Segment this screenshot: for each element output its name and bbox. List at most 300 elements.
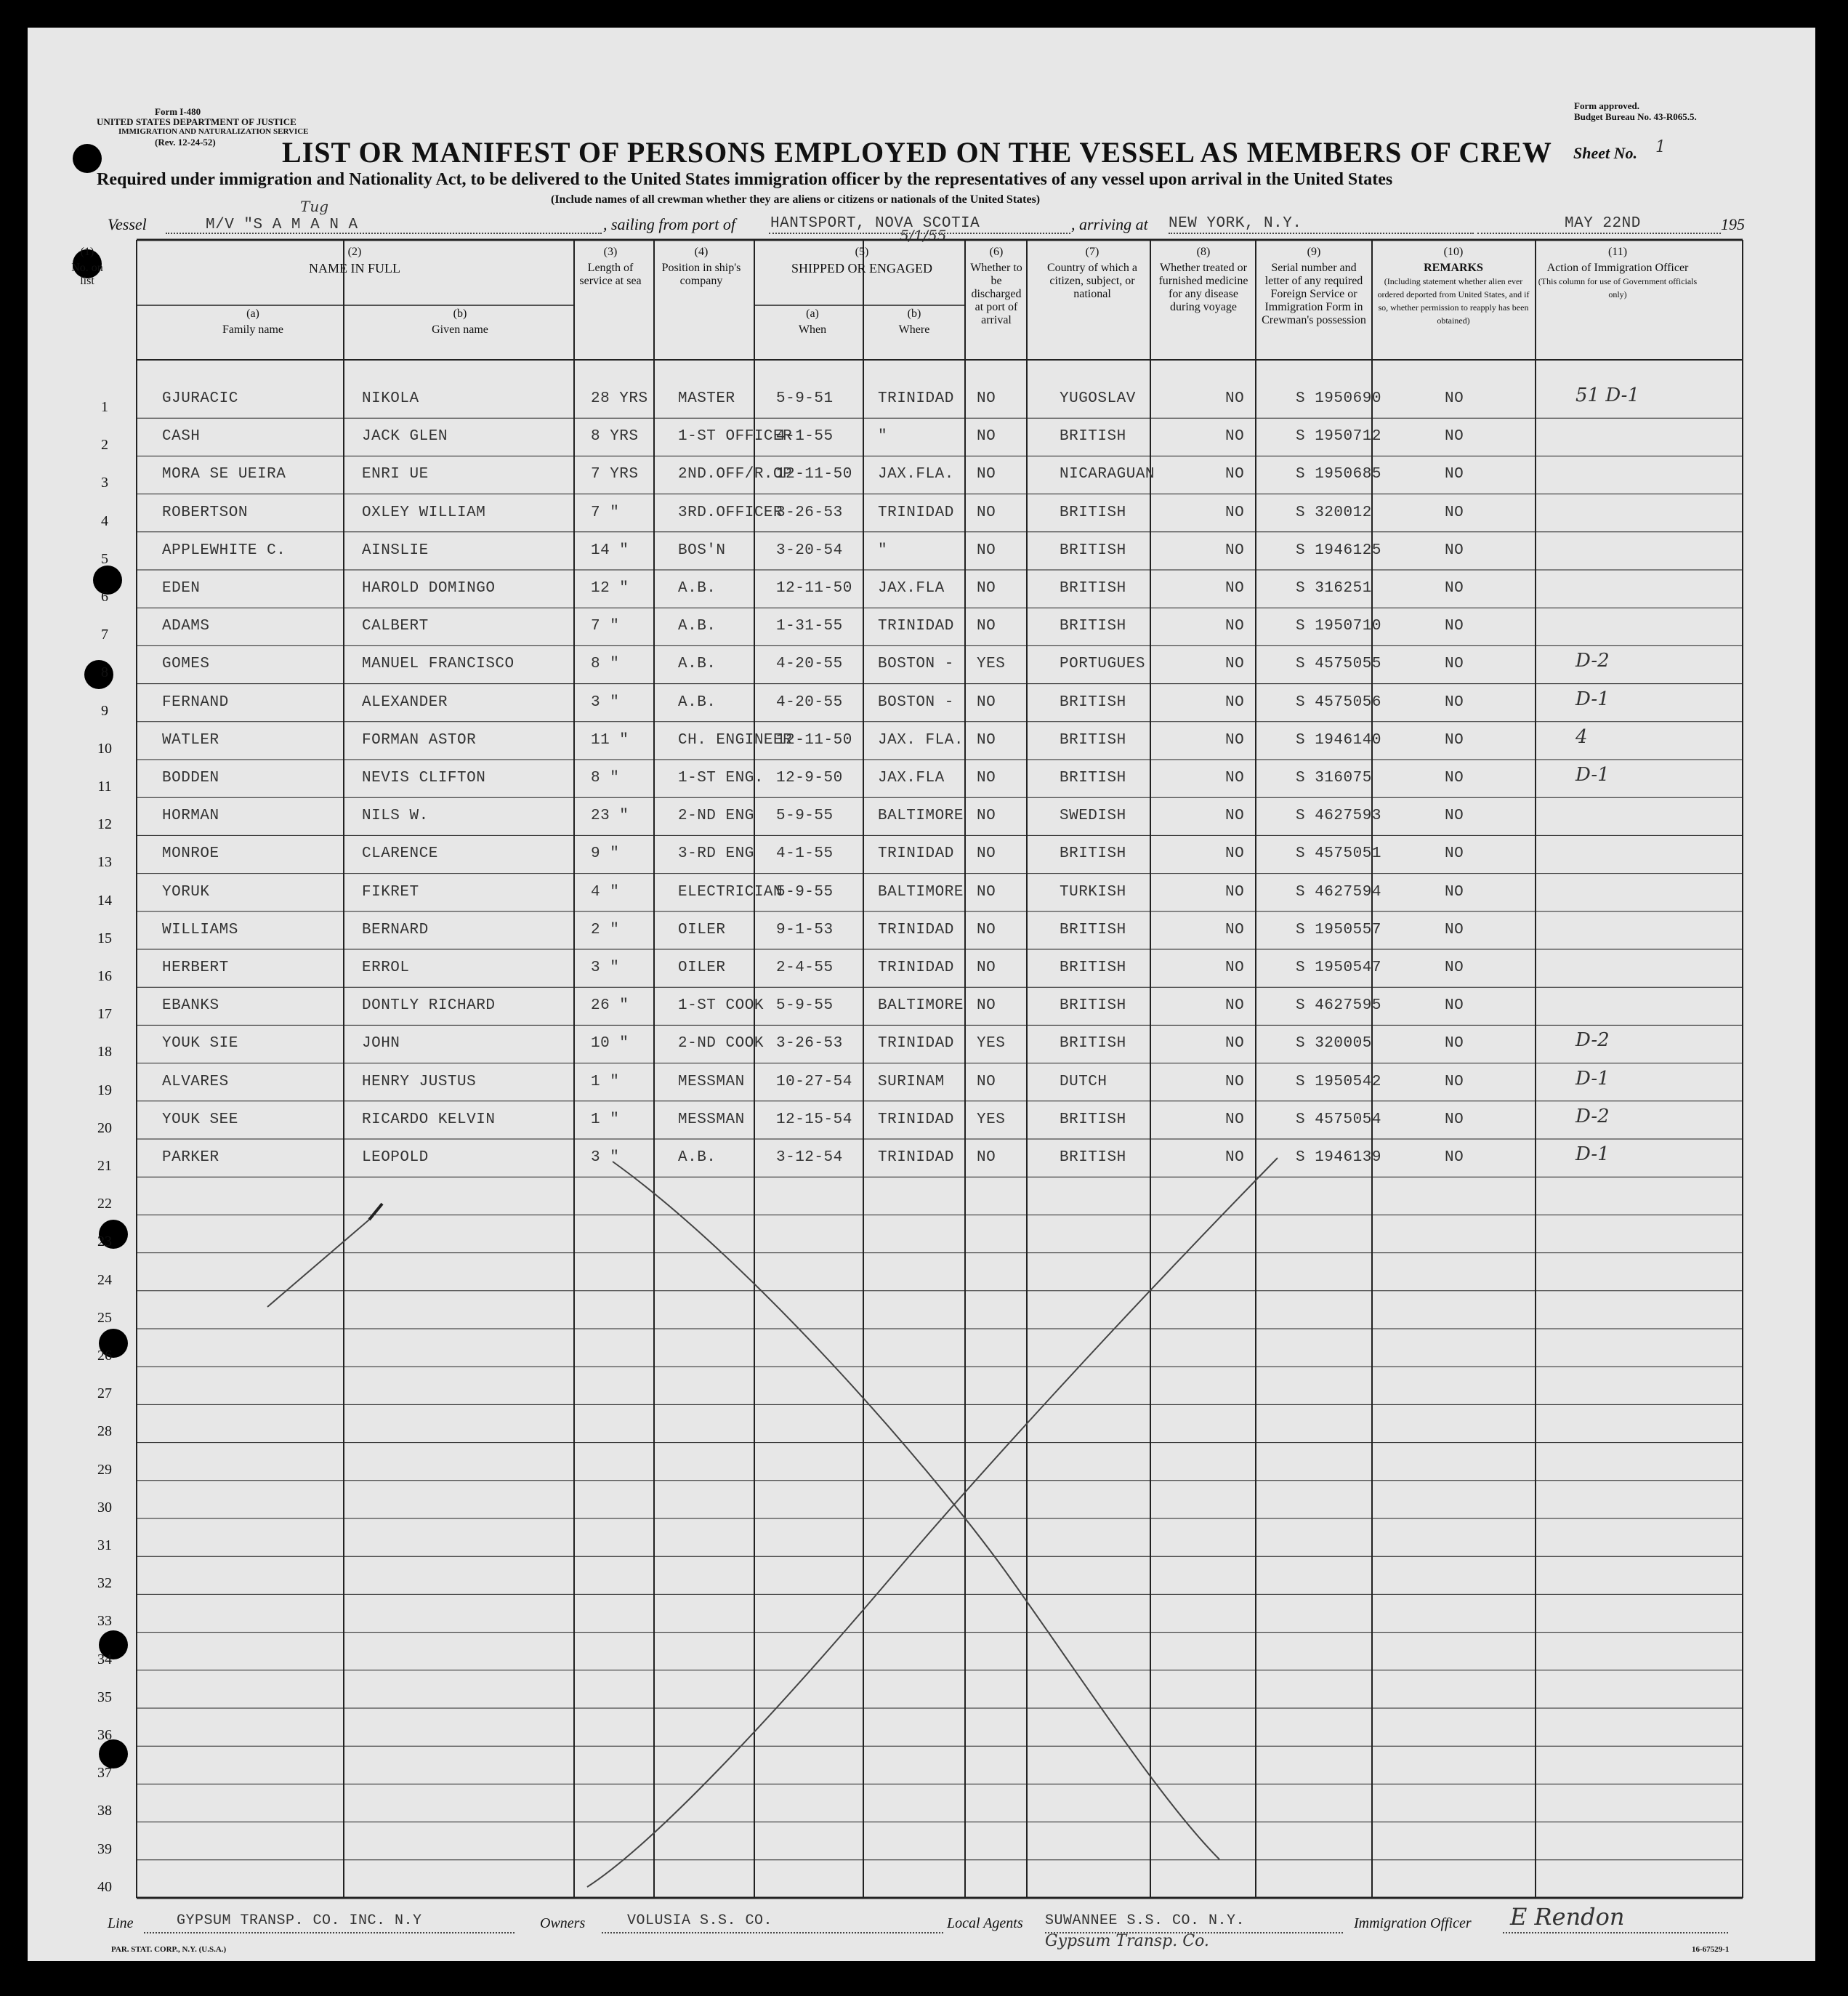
cell-discharged: NO bbox=[977, 808, 996, 825]
cell-discharged: NO bbox=[977, 770, 996, 786]
cell-medicine: NO bbox=[1225, 1073, 1245, 1090]
cell-service: 7 " bbox=[591, 504, 620, 521]
cell-medicine: NO bbox=[1225, 997, 1245, 1015]
cell-when: 12-11-50 bbox=[776, 466, 852, 483]
cell-medicine: NO bbox=[1225, 921, 1245, 938]
cell-serial: S 4575051 bbox=[1296, 845, 1381, 863]
owners-value: VOLUSIA S.S. CO. bbox=[627, 1912, 773, 1929]
cell-discharged: NO bbox=[977, 921, 996, 938]
cell-remarks: NO bbox=[1445, 997, 1464, 1015]
cell-medicine: NO bbox=[1225, 580, 1245, 597]
cell-family: HORMAN bbox=[162, 808, 219, 825]
page-title: LIST OR MANIFEST OF PERSONS EMPLOYED ON THE VESSEL AS MEMBERS OF CREW bbox=[282, 136, 1552, 169]
cell-discharged: NO bbox=[977, 580, 996, 597]
cell-given: RICARDO KELVIN bbox=[362, 1111, 496, 1128]
cell-given: NIKOLA bbox=[362, 390, 419, 407]
cell-where: TRINIDAD bbox=[878, 1035, 954, 1053]
cell-where: JAX.FLA bbox=[878, 770, 945, 786]
cell-serial: S 316251 bbox=[1296, 580, 1372, 597]
cell-where: TRINIDAD bbox=[878, 921, 954, 938]
cell-serial: S 1950547 bbox=[1296, 959, 1381, 976]
cell-discharged: NO bbox=[977, 845, 996, 863]
cell-when: 12-11-50 bbox=[776, 731, 852, 749]
line-value: GYPSUM TRANSP. CO. INC. N.Y bbox=[177, 1912, 422, 1929]
agents-handwritten: Gypsum Transp. Co. bbox=[1045, 1932, 1209, 1950]
cell-given: ALEXANDER bbox=[362, 693, 448, 711]
cell-country: BRITISH bbox=[1060, 959, 1126, 976]
cell-family: MORA SE UEIRA bbox=[162, 466, 286, 483]
cell-medicine: NO bbox=[1225, 542, 1245, 559]
cell-family: YOUK SEE bbox=[162, 1111, 238, 1128]
row-number: 15 bbox=[97, 930, 112, 946]
arriving-label: , arriving at bbox=[1071, 215, 1148, 233]
cell-action: 51 D-1 bbox=[1575, 385, 1640, 406]
cell-remarks: NO bbox=[1445, 466, 1464, 483]
sheet-label: Sheet No. bbox=[1573, 144, 1637, 162]
vessel-handwritten: Tug bbox=[300, 198, 329, 215]
cell-remarks: NO bbox=[1445, 808, 1464, 825]
cell-serial: S 1950542 bbox=[1296, 1073, 1381, 1090]
cell-medicine: NO bbox=[1225, 466, 1245, 483]
row-number: 5 bbox=[101, 550, 108, 567]
col7-header: (7) Country of which a citizen, subject, or national bbox=[1047, 246, 1137, 300]
cell-remarks: NO bbox=[1445, 845, 1464, 863]
cell-country: NICARAGUAN bbox=[1060, 466, 1155, 483]
cell-when: 3-20-54 bbox=[776, 542, 843, 559]
cell-given: NILS W. bbox=[362, 808, 429, 825]
cell-when: 12-11-50 bbox=[776, 580, 852, 597]
cell-given: HAROLD DOMINGO bbox=[362, 580, 496, 597]
cell-family: YORUK bbox=[162, 883, 210, 901]
cell-medicine: NO bbox=[1225, 656, 1245, 673]
cell-service: 1 " bbox=[591, 1073, 620, 1090]
cell-medicine: NO bbox=[1225, 693, 1245, 711]
cell-when: 10-27-54 bbox=[776, 1073, 852, 1090]
form-number: Form I-480 bbox=[155, 106, 201, 117]
row-number: 25 bbox=[97, 1309, 112, 1326]
row-number: 37 bbox=[97, 1765, 112, 1782]
cell-family: PARKER bbox=[162, 1149, 219, 1166]
cell-country: BRITISH bbox=[1060, 504, 1126, 521]
cell-country: BRITISH bbox=[1060, 1035, 1126, 1053]
cell-service: 8 YRS bbox=[591, 428, 639, 446]
cell-discharged: NO bbox=[977, 428, 996, 446]
cell-country: SWEDISH bbox=[1060, 808, 1126, 825]
cell-country: BRITISH bbox=[1060, 1111, 1126, 1128]
agents-label: Local Agents bbox=[947, 1915, 1023, 1931]
cell-serial: S 1950712 bbox=[1296, 428, 1381, 446]
row-number: 18 bbox=[97, 1044, 112, 1061]
cell-country: BRITISH bbox=[1060, 542, 1126, 559]
cell-family: EBANKS bbox=[162, 997, 219, 1015]
agents-value: SUWANNEE S.S. CO. N.Y. bbox=[1045, 1912, 1246, 1929]
cell-service: 7 YRS bbox=[591, 466, 639, 483]
row-number: 29 bbox=[97, 1461, 112, 1478]
row-number: 35 bbox=[97, 1689, 112, 1705]
cell-country: BRITISH bbox=[1060, 618, 1126, 635]
cell-when: 4-20-55 bbox=[776, 656, 843, 673]
cell-medicine: NO bbox=[1225, 390, 1245, 407]
col5-header: (5) SHIPPED OR ENGAGED bbox=[791, 246, 932, 275]
cell-where: BALTIMORE bbox=[878, 997, 964, 1015]
cell-service: 4 " bbox=[591, 883, 620, 901]
row-number: 27 bbox=[97, 1385, 112, 1402]
cell-position: MASTER bbox=[678, 390, 735, 407]
row-number: 26 bbox=[97, 1348, 112, 1364]
row-number: 13 bbox=[97, 854, 112, 871]
cell-when: 5-9-55 bbox=[776, 997, 834, 1015]
arrival-date: MAY 22ND bbox=[1565, 215, 1641, 232]
cell-service: 28 YRS bbox=[591, 390, 648, 407]
cell-family: HERBERT bbox=[162, 959, 229, 976]
cell-remarks: NO bbox=[1445, 390, 1464, 407]
cell-given: NEVIS CLIFTON bbox=[362, 770, 486, 786]
cell-when: 4-1-55 bbox=[776, 845, 834, 863]
cell-family: APPLEWHITE C. bbox=[162, 542, 286, 559]
col11-header: (11) Action of Immigration Officer (This column for use of Government officials only) bbox=[1538, 246, 1698, 299]
cell-given: DONTLY RICHARD bbox=[362, 997, 496, 1015]
cell-action: D-2 bbox=[1575, 650, 1610, 672]
cell-serial: S 4575055 bbox=[1296, 656, 1381, 673]
row-number: 34 bbox=[97, 1651, 112, 1667]
col2b-header: (b) Given name bbox=[432, 307, 488, 336]
cell-discharged: NO bbox=[977, 1149, 996, 1166]
cell-country: YUGOSLAV bbox=[1060, 390, 1136, 407]
cell-when: 12-9-50 bbox=[776, 770, 843, 786]
row-number: 8 bbox=[101, 664, 108, 681]
cell-family: MONROE bbox=[162, 845, 219, 863]
cell-action: D-1 bbox=[1575, 764, 1610, 786]
cell-country: BRITISH bbox=[1060, 770, 1126, 786]
cell-service: 9 " bbox=[591, 845, 620, 863]
cell-service: 3 " bbox=[591, 959, 620, 976]
cell-medicine: NO bbox=[1225, 618, 1245, 635]
printer: PAR. STAT. CORP., N.Y. (U.S.A.) bbox=[111, 1945, 227, 1954]
cell-given: BERNARD bbox=[362, 921, 429, 938]
cell-serial: S 4627595 bbox=[1296, 997, 1381, 1015]
cell-service: 8 " bbox=[591, 656, 620, 673]
cell-country: BRITISH bbox=[1060, 428, 1126, 446]
cell-where: " bbox=[878, 428, 888, 446]
cell-position: 3RD.OFFICER bbox=[678, 504, 783, 521]
cell-given: MANUEL FRANCISCO bbox=[362, 656, 515, 673]
cell-serial: S 1946125 bbox=[1296, 542, 1381, 559]
owners-label: Owners bbox=[540, 1915, 586, 1931]
sailing-label: , sailing from port of bbox=[603, 215, 735, 233]
cell-remarks: NO bbox=[1445, 770, 1464, 786]
cell-remarks: NO bbox=[1445, 656, 1464, 673]
cell-position: CH. ENGINEER bbox=[678, 731, 793, 749]
cell-family: GJURACIC bbox=[162, 390, 238, 407]
cell-discharged: NO bbox=[977, 466, 996, 483]
row-number: 12 bbox=[97, 816, 112, 833]
cell-when: 5-9-51 bbox=[776, 390, 834, 407]
cell-given: CALBERT bbox=[362, 618, 429, 635]
cell-action: D-1 bbox=[1575, 1143, 1610, 1165]
cell-remarks: NO bbox=[1445, 921, 1464, 938]
row-number: 10 bbox=[97, 740, 112, 757]
cell-family: WATLER bbox=[162, 731, 219, 749]
cell-serial: S 1950690 bbox=[1296, 390, 1381, 407]
cell-discharged: NO bbox=[977, 1073, 996, 1090]
cell-remarks: NO bbox=[1445, 428, 1464, 446]
form-approved: Form approved. bbox=[1574, 100, 1640, 111]
doc-code: 16-67529-1 bbox=[1692, 1945, 1730, 1954]
cell-position: A.B. bbox=[678, 580, 717, 597]
cell-where: JAX. FLA. bbox=[878, 731, 964, 749]
cell-discharged: NO bbox=[977, 618, 996, 635]
cell-action: D-2 bbox=[1575, 1105, 1610, 1127]
cell-position: 1-ST COOK bbox=[678, 997, 764, 1015]
cell-position: 2-ND COOK bbox=[678, 1035, 764, 1053]
cell-medicine: NO bbox=[1225, 428, 1245, 446]
cell-family: BODDEN bbox=[162, 770, 219, 786]
cell-medicine: NO bbox=[1225, 504, 1245, 521]
cell-discharged: NO bbox=[977, 693, 996, 711]
cell-discharged: NO bbox=[977, 504, 996, 521]
cell-remarks: NO bbox=[1445, 1111, 1464, 1128]
cell-where: TRINIDAD bbox=[878, 1149, 954, 1166]
cell-position: A.B. bbox=[678, 693, 717, 711]
cell-service: 14 " bbox=[591, 542, 629, 559]
cell-service: 7 " bbox=[591, 618, 620, 635]
cell-given: JACK GLEN bbox=[362, 428, 448, 446]
cell-medicine: NO bbox=[1225, 1111, 1245, 1128]
cell-medicine: NO bbox=[1225, 731, 1245, 749]
cell-serial: S 4575054 bbox=[1296, 1111, 1381, 1128]
cell-given: ERROL bbox=[362, 959, 410, 976]
revision: (Rev. 12-24-52) bbox=[155, 137, 216, 148]
col2a-header: (a) Family name bbox=[222, 307, 283, 336]
cell-remarks: NO bbox=[1445, 504, 1464, 521]
cell-serial: S 4627594 bbox=[1296, 883, 1381, 901]
cell-family: YOUK SIE bbox=[162, 1035, 238, 1053]
cell-country: BRITISH bbox=[1060, 731, 1126, 749]
cell-remarks: NO bbox=[1445, 1035, 1464, 1053]
row-number: 30 bbox=[97, 1499, 112, 1516]
cell-position: A.B. bbox=[678, 1149, 717, 1166]
cell-remarks: NO bbox=[1445, 731, 1464, 749]
line-label: Line bbox=[108, 1915, 134, 1931]
cell-discharged: NO bbox=[977, 731, 996, 749]
cell-service: 8 " bbox=[591, 770, 620, 786]
cell-action: 4 bbox=[1575, 725, 1588, 748]
vessel-value: M/V "S A M A N A bbox=[206, 217, 358, 233]
cell-when: 4-20-55 bbox=[776, 693, 843, 711]
cell-where: TRINIDAD bbox=[878, 1111, 954, 1128]
cell-service: 1 " bbox=[591, 1111, 620, 1128]
cell-where: TRINIDAD bbox=[878, 390, 954, 407]
cell-position: 2ND.OFF/R.OP bbox=[678, 466, 793, 483]
cell-remarks: NO bbox=[1445, 959, 1464, 976]
cell-serial: S 4627593 bbox=[1296, 808, 1381, 825]
manifest-sheet bbox=[28, 28, 1815, 1961]
row-number: 24 bbox=[97, 1271, 112, 1288]
row-number: 20 bbox=[97, 1119, 112, 1136]
cell-position: 3-RD ENG bbox=[678, 845, 754, 863]
cell-medicine: NO bbox=[1225, 959, 1245, 976]
cell-when: 12-15-54 bbox=[776, 1111, 852, 1128]
cell-position: MESSMAN bbox=[678, 1073, 745, 1090]
cell-where: BALTIMORE bbox=[878, 883, 964, 901]
cell-given: OXLEY WILLIAM bbox=[362, 504, 486, 521]
cell-serial: S 1950710 bbox=[1296, 618, 1381, 635]
cell-family: ROBERTSON bbox=[162, 504, 248, 521]
cell-service: 11 " bbox=[591, 731, 629, 749]
row-number: 4 bbox=[101, 512, 108, 529]
cell-given: ENRI UE bbox=[362, 466, 429, 483]
cell-action: D-1 bbox=[1575, 688, 1610, 710]
cell-position: ELECTRICIAN bbox=[678, 883, 783, 901]
cell-serial: S 320012 bbox=[1296, 504, 1372, 521]
cell-country: BRITISH bbox=[1060, 997, 1126, 1015]
cell-given: FIKRET bbox=[362, 883, 419, 901]
cell-discharged: NO bbox=[977, 997, 996, 1015]
cell-service: 10 " bbox=[591, 1035, 629, 1053]
cell-serial: S 316075 bbox=[1296, 770, 1372, 786]
cell-given: HENRY JUSTUS bbox=[362, 1073, 477, 1090]
cell-discharged: NO bbox=[977, 883, 996, 901]
cell-when: 2-4-55 bbox=[776, 959, 834, 976]
cell-given: LEOPOLD bbox=[362, 1149, 429, 1166]
cell-when: 3-26-53 bbox=[776, 1035, 843, 1053]
row-number: 6 bbox=[101, 589, 108, 605]
cell-where: JAX.FLA bbox=[878, 580, 945, 597]
cell-action: D-1 bbox=[1575, 1067, 1610, 1090]
vessel-label: Vessel bbox=[108, 215, 147, 233]
row-number: 33 bbox=[97, 1613, 112, 1630]
arriving-value: NEW YORK, N.Y. bbox=[1169, 215, 1302, 232]
row-number: 40 bbox=[97, 1878, 112, 1895]
col9-header: (9) Serial number and letter of any required Foreign Service or Immigration Form in Crewman's possession bbox=[1262, 246, 1366, 326]
cell-discharged: YES bbox=[977, 656, 1006, 673]
row-number: 1 bbox=[101, 399, 108, 415]
col1-header: (1) No. on list bbox=[71, 246, 103, 287]
cell-medicine: NO bbox=[1225, 1035, 1245, 1053]
cell-service: 12 " bbox=[591, 580, 629, 597]
cell-where: SURINAM bbox=[878, 1073, 945, 1090]
note: (Include names of all crewman whether they are aliens or citizens or nationals of the United States) bbox=[551, 193, 1041, 206]
sailing-handwritten: 5/1/55 bbox=[900, 227, 947, 244]
cell-remarks: NO bbox=[1445, 542, 1464, 559]
cell-given: CLARENCE bbox=[362, 845, 438, 863]
subtitle: Required under immigration and Nationality Act, to be delivered to the United States immigration officer by the representatives of any vessel upon arrival in the United States bbox=[97, 170, 1393, 189]
cell-where: " bbox=[878, 542, 888, 559]
row-number: 9 bbox=[101, 702, 108, 719]
cell-country: PORTUGUES bbox=[1060, 656, 1145, 673]
cell-remarks: NO bbox=[1445, 1073, 1464, 1090]
cell-country: BRITISH bbox=[1060, 845, 1126, 863]
row-number: 31 bbox=[97, 1537, 112, 1553]
cell-family: FERNAND bbox=[162, 693, 229, 711]
row-number: 38 bbox=[97, 1803, 112, 1819]
col3-header: (3) Length of service at sea bbox=[579, 246, 642, 287]
row-number: 7 bbox=[101, 627, 108, 643]
cell-discharged: NO bbox=[977, 959, 996, 976]
row-number: 28 bbox=[97, 1423, 112, 1440]
cell-where: TRINIDAD bbox=[878, 504, 954, 521]
row-number: 11 bbox=[97, 778, 112, 794]
officer-label: Immigration Officer bbox=[1354, 1915, 1472, 1931]
cell-country: BRITISH bbox=[1060, 693, 1126, 711]
cell-serial: S 1946140 bbox=[1296, 731, 1381, 749]
cell-discharged: NO bbox=[977, 390, 996, 407]
cell-position: BOS'N bbox=[678, 542, 726, 559]
cell-when: 3-12-54 bbox=[776, 1149, 843, 1166]
row-number: 21 bbox=[97, 1158, 112, 1174]
row-number: 39 bbox=[97, 1840, 112, 1857]
col10-header: (10) REMARKS (Including statement whether alien ever ordered deported from United States, and if so, whether permission to reapply has been obtained) bbox=[1377, 246, 1530, 326]
cell-medicine: NO bbox=[1225, 845, 1245, 863]
cell-serial: S 1950557 bbox=[1296, 921, 1381, 938]
col6-header: (6) Whether to be discharged at port of arrival bbox=[970, 246, 1022, 326]
col4-header: (4) Position in ship's company bbox=[661, 246, 741, 287]
cell-serial: S 1950685 bbox=[1296, 466, 1381, 483]
cell-country: BRITISH bbox=[1060, 580, 1126, 597]
col8-header: (8) Whether treated or furnished medicine for any disease during voyage bbox=[1158, 246, 1248, 313]
cell-position: A.B. bbox=[678, 656, 717, 673]
cell-serial: S 4575056 bbox=[1296, 693, 1381, 711]
cell-service: 3 " bbox=[591, 1149, 620, 1166]
cell-discharged: NO bbox=[977, 542, 996, 559]
cell-position: OILER bbox=[678, 921, 726, 938]
cell-remarks: NO bbox=[1445, 883, 1464, 901]
cell-service: 3 " bbox=[591, 693, 620, 711]
cell-family: GOMES bbox=[162, 656, 210, 673]
cell-medicine: NO bbox=[1225, 1149, 1245, 1166]
row-number: 22 bbox=[97, 1196, 112, 1212]
cell-when: 4-1-55 bbox=[776, 428, 834, 446]
row-number: 2 bbox=[101, 437, 108, 454]
cell-family: ALVARES bbox=[162, 1073, 229, 1090]
cell-where: JAX.FLA. bbox=[878, 466, 954, 483]
sheet-value: 1 bbox=[1655, 138, 1666, 156]
cell-country: TURKISH bbox=[1060, 883, 1126, 901]
cell-position: 1-ST OFFICER bbox=[678, 428, 793, 446]
department: UNITED STATES DEPARTMENT OF JUSTICE bbox=[97, 116, 296, 127]
cell-given: FORMAN ASTOR bbox=[362, 731, 477, 749]
cell-where: TRINIDAD bbox=[878, 845, 954, 863]
cell-discharged: YES bbox=[977, 1111, 1006, 1128]
cell-discharged: YES bbox=[977, 1035, 1006, 1053]
cell-position: A.B. bbox=[678, 618, 717, 635]
cell-given: JOHN bbox=[362, 1035, 400, 1053]
cell-remarks: NO bbox=[1445, 693, 1464, 711]
cell-given: AINSLIE bbox=[362, 542, 429, 559]
col5a-header: (a) When bbox=[798, 307, 827, 336]
row-number: 17 bbox=[97, 1006, 112, 1023]
col5b-header: (b) Where bbox=[898, 307, 930, 336]
sailing-value: HANTSPORT, NOVA SCOTIA bbox=[770, 215, 980, 232]
cell-where: TRINIDAD bbox=[878, 618, 954, 635]
officer-signature: E Rendon bbox=[1510, 1903, 1625, 1931]
cell-family: CASH bbox=[162, 428, 201, 446]
cell-remarks: NO bbox=[1445, 1149, 1464, 1166]
row-number: 23 bbox=[97, 1234, 112, 1250]
cell-when: 9-1-53 bbox=[776, 921, 834, 938]
cell-medicine: NO bbox=[1225, 883, 1245, 901]
cell-serial: S 1946139 bbox=[1296, 1149, 1381, 1166]
cell-position: MESSMAN bbox=[678, 1111, 745, 1128]
cell-medicine: NO bbox=[1225, 808, 1245, 825]
cell-country: DUTCH bbox=[1060, 1073, 1107, 1090]
cell-where: TRINIDAD bbox=[878, 959, 954, 976]
cell-family: WILLIAMS bbox=[162, 921, 238, 938]
cell-where: BOSTON - bbox=[878, 656, 954, 673]
cell-service: 26 " bbox=[591, 997, 629, 1015]
cell-family: EDEN bbox=[162, 580, 201, 597]
cell-position: OILER bbox=[678, 959, 726, 976]
